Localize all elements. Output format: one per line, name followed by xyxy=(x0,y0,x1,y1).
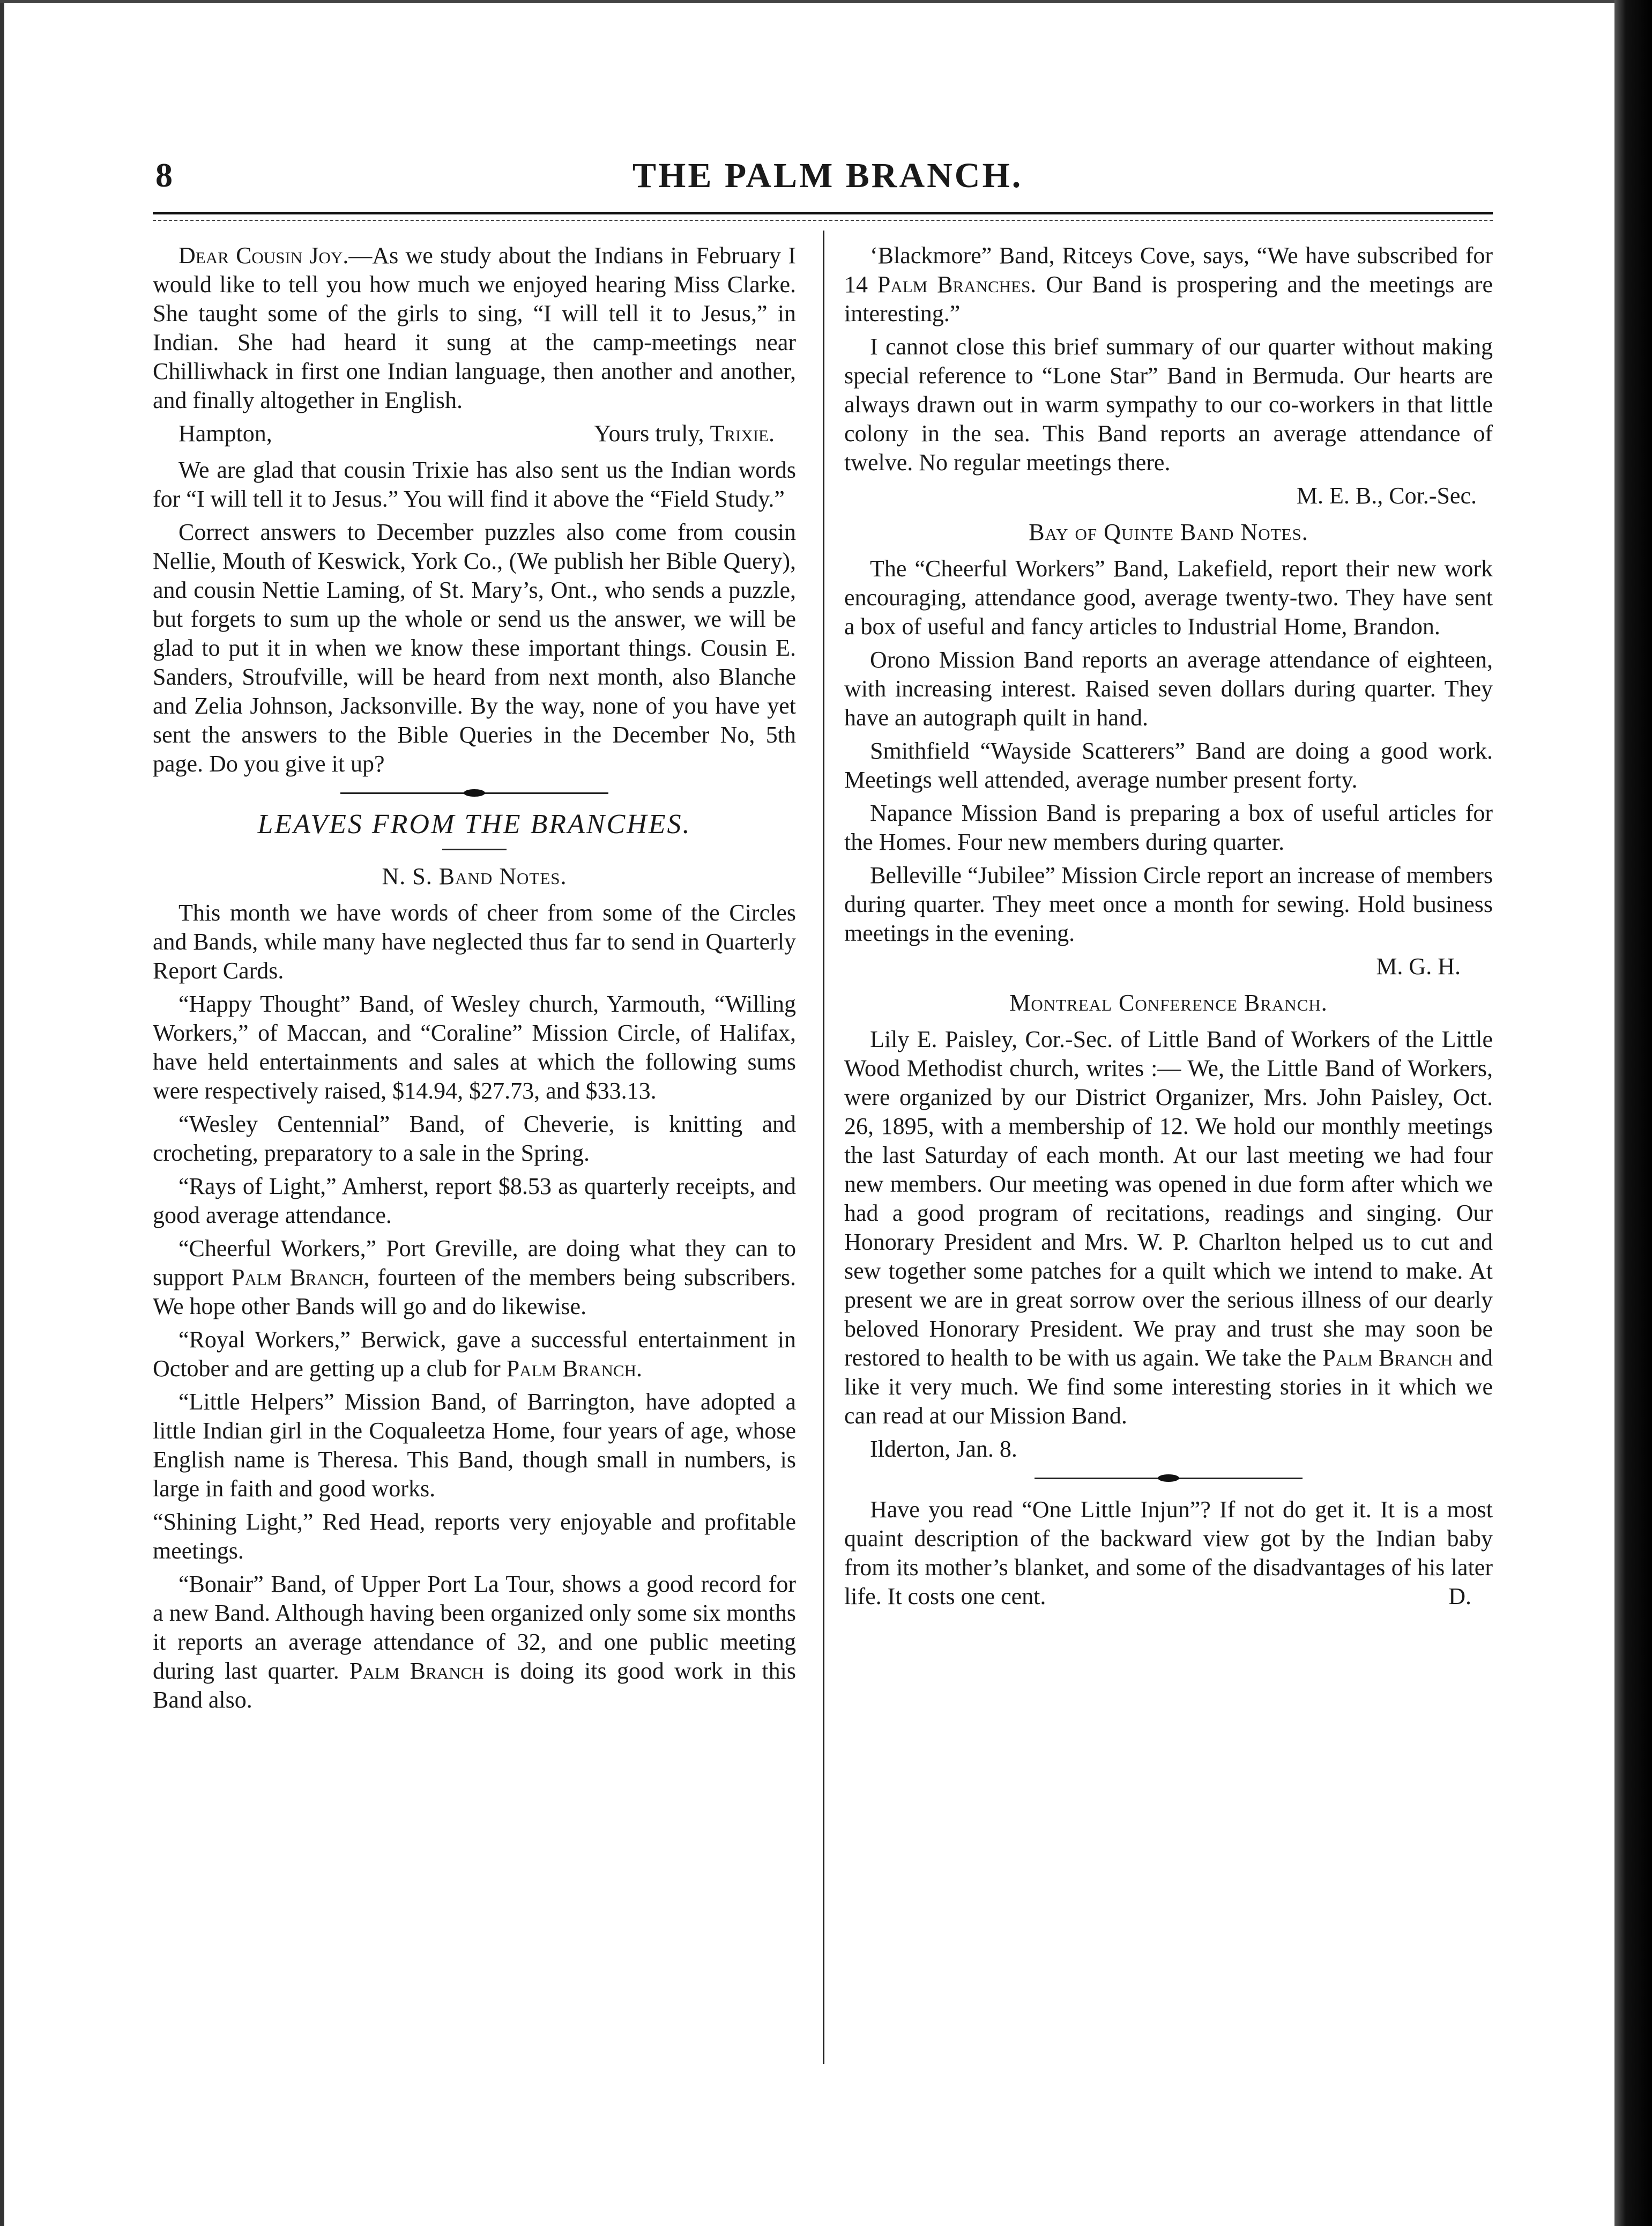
palm-branch-ref: Palm Branches. xyxy=(877,271,1037,298)
paragraph-bonair xyxy=(153,1570,796,1715)
ornament-divider xyxy=(1035,1478,1303,1485)
text-run: “Bonair” Band, of Upper Port La Tour, shows a good record for a new Band. Although having been organized only some six months it reports an average attendance of 32, and one public meeting during last quarter. xyxy=(153,1571,796,1684)
text-run: Lily E. Paisley, Cor.-Sec. of Little Band of Workers of the Little Wood Methodist church, writes :— We, the Little Band of Workers, were organized by our District Organizer, Mrs. John Paisley, Oct. 26, 1895, with a membership of 12. We hold our monthly meetings the last Saturday of each month. At our last meeting we had four new members. Our meeting was opened in due form after which we had a good program of recitations, readings and singing. Our Honorary President and Mrs. W. P. Charlton helped us to cut and sew together some patches for a quilt which we intend to make. At present we are in great sorrow over the serious illness of our dearly beloved Honorary President. We pray and trust she may soon be restored to health to be with us again. We take the xyxy=(844,1026,1493,1371)
paragraph-lily-paisley xyxy=(844,1025,1493,1430)
letter-place: Hampton, xyxy=(178,420,272,447)
signature-mgh: M. G. H. xyxy=(1376,953,1461,980)
ornament-divider xyxy=(340,792,608,799)
letter-closing: Yours truly, xyxy=(594,420,704,447)
montreal-heading: Montreal Conference Branch. xyxy=(1009,990,1328,1016)
paragraph-wesley-centennial: “Wesley Centennial” Band, of Cheverie, is knitting and crocheting, preparatory to a sale in the Spring. xyxy=(153,1111,796,1166)
letter-paragraph xyxy=(153,241,796,415)
scan-border-left xyxy=(0,0,4,2226)
text-run: Our Band is prospering and the meetings are interesting.” xyxy=(844,271,1493,327)
paragraph-happy-thought: “Happy Thought” Band, of Wesley church, Yarmouth, “Willing Workers,” of Maccan, and “Coraline” Mission Circle, of Halifax, have held entertainments and sales at which the following sums were respectively raised, $14.94, $27.73, and $33.13. xyxy=(153,991,796,1104)
short-divider xyxy=(442,849,507,850)
letter-closing-group xyxy=(594,419,775,448)
right-column xyxy=(844,241,1493,1615)
letter-salutation: Dear Cousin Joy. xyxy=(178,242,349,269)
palm-branch-ref: Palm Branch xyxy=(1322,1345,1453,1371)
paragraph-rays-of-light: “Rays of Light,” Amherst, report $8.53 as quarterly receipts, and good average attendance. xyxy=(153,1173,796,1228)
text-run: ‘Blackmore” Band, Ritceys Cove, says, “We have subscribed for 14 xyxy=(844,242,1493,298)
palm-branch-ref: Palm Branch xyxy=(232,1264,364,1290)
paragraph-belleville: Belleville “Jubilee” Mission Circle report an increase of members during quarter. They meet once a month for sewing. Hold business meetings in the evening. xyxy=(844,862,1493,946)
letter-body: —As we study about the Indians in February I would like to tell you how much we enjoyed hearing Miss Clarke. She taught some of the girls to sing, “I will tell it to Jesus,” in Indian. She had heard it sung at the camp-meetings near Chilliwhack in first one Indian language, then another and another, and finally altogether in English. xyxy=(153,242,796,413)
paragraph-month: This month we have words of cheer from some of the Circles and Bands, while many have neglected thus far to send in Quarterly Report Cards. xyxy=(153,900,796,984)
scan-shadow-edge xyxy=(1614,0,1652,2226)
left-column xyxy=(153,241,796,1719)
text-run: “Cheerful Workers,” Port Greville, are doing what they can to support xyxy=(153,1235,796,1290)
text-run: and like it very much. We find some interesting stories in it which we can read at our Mission Band. xyxy=(844,1345,1493,1429)
running-title: THE PALM BRANCH. xyxy=(632,156,1023,195)
paragraph-smithfield: Smithfield “Wayside Scatterers” Band are doing a good work. Meetings well attended, average number present forty. xyxy=(844,738,1493,793)
paragraph-royal-workers xyxy=(153,1325,796,1383)
paragraph-trixie: We are glad that cousin Trixie has also sent us the Indian words for “I will tell it to Jesus.” You will find it above the “Field Study.” xyxy=(153,457,796,512)
text-run: Have you read “One Little Injun”? If not do get it. It is a most quaint description of the backward view got by the Indian baby from its mother’s blanket, and some of the disadvantages of his later life. It costs one cent. xyxy=(844,1496,1493,1609)
ns-band-notes-heading: N. S. Band Notes. xyxy=(382,863,567,889)
paragraph-blackmore xyxy=(844,241,1493,328)
paragraph-lakefield: The “Cheerful Workers” Band, Lakefield, report their new work encouraging, attendance good, average twenty-two. They have sent a box of useful and fancy articles to Industrial Home, Brandon. xyxy=(844,555,1493,640)
header-rule-dashed xyxy=(153,220,1493,221)
paragraph-orono: Orono Mission Band reports an average attendance of eighteen, with increasing interest. Raised seven dollars during quarter. They have an autograph quilt in hand. xyxy=(844,647,1493,731)
letter-signature: Trixie. xyxy=(710,420,775,447)
section-title: LEAVES FROM THE BRANCHES. xyxy=(257,809,691,840)
date-ilderton: Ilderton, Jan. 8. xyxy=(870,1436,1017,1462)
paragraph-injun xyxy=(844,1495,1493,1611)
page-number: 8 xyxy=(155,156,173,194)
text-run: “Royal Workers,” Berwick, gave a successful entertainment in October and are getting up a club for xyxy=(153,1326,796,1382)
text-run: is doing its good work in this Band also. xyxy=(153,1658,796,1713)
bay-of-quinte-heading: Bay of Quinte Band Notes. xyxy=(1029,519,1308,545)
column-divider xyxy=(823,231,824,2064)
paragraph-napance: Napance Mission Band is preparing a box of useful articles for the Homes. Four new members during quarter. xyxy=(844,800,1493,855)
signature-meb: M. E. B., Cor.-Sec. xyxy=(1296,483,1477,509)
text-run: , fourteen of the members being subscribers. We hope other Bands will go and do likewise. xyxy=(153,1264,796,1319)
palm-branch-ref: Palm Branch. xyxy=(506,1355,642,1382)
scan-border-top xyxy=(0,0,1619,3)
signature-d: D. xyxy=(1448,1583,1471,1609)
letter-signoff xyxy=(153,419,796,448)
paragraph-shining-light: “Shining Light,” Red Head, reports very enjoyable and profitable meetings. xyxy=(153,1509,796,1564)
palm-branch-ref: Palm Branch xyxy=(349,1658,484,1684)
header-rule xyxy=(153,212,1493,214)
paragraph-bermuda: I cannot close this brief summary of our quarter without making special reference to “Lone Star” Band in Bermuda. Our hearts are always drawn out in warm sympathy to our co-workers in that little colony in the sea. This Band reports an average attendance of twelve. No regular meetings there. xyxy=(844,333,1493,476)
paragraph-puzzles: Correct answers to December puzzles also come from cousin Nellie, Mouth of Keswick, York Co., (We publish her Bible Query), and cousin Nettie Laming, of St. Mary’s, Ont., who sends a puzzle, but forgets to sum up the whole or send us the answer, we will be glad to put it in when we know these important things. Cousin E. Sanders, Stroufville, will be heard from next month, also Blanche and Zelia Johnson, Jacksonville. By the way, none of you have yet sent the answers to the Bible Queries in the December No, 5th page. Do you give it up? xyxy=(153,519,796,777)
paragraph-cheerful-workers xyxy=(153,1234,796,1321)
paragraph-little-helpers: “Little Helpers” Mission Band, of Barrington, have adopted a little Indian girl in the Coqualeetza Home, four years of age, whose English name is Theresa. This Band, though small in numbers, is large in faith and good works. xyxy=(153,1389,796,1502)
